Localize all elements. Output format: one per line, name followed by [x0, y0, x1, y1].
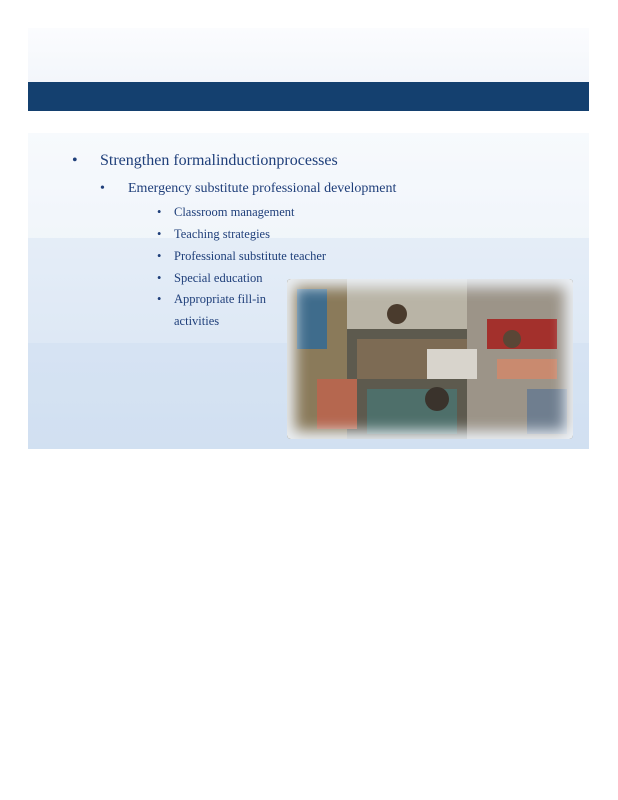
bullet-icon: •	[157, 205, 162, 219]
bullet-icon: •	[72, 152, 78, 169]
bullet-level3-continuation: activities	[174, 314, 220, 328]
bullet-icon: •	[100, 181, 105, 196]
bullet-icon: •	[157, 292, 162, 306]
bullet-level3: Classroom management	[174, 205, 295, 219]
bullet-level3: Professional substitute teacher	[174, 249, 327, 263]
bullet-level2: Emergency substitute professional development	[128, 181, 397, 196]
bullet-icon: •	[157, 249, 162, 263]
bullet-level1: Strengthen formalinductionprocesses	[100, 152, 338, 169]
bullet-icon: •	[157, 227, 162, 241]
bullet-list	[28, 28, 589, 449]
bullet-icon: •	[157, 271, 162, 285]
slide	[28, 28, 589, 449]
bullet-level3: Appropriate fill-in	[174, 292, 266, 306]
bullet-level3: Special education	[174, 271, 263, 285]
bullet-level3: Teaching strategies	[174, 227, 270, 241]
